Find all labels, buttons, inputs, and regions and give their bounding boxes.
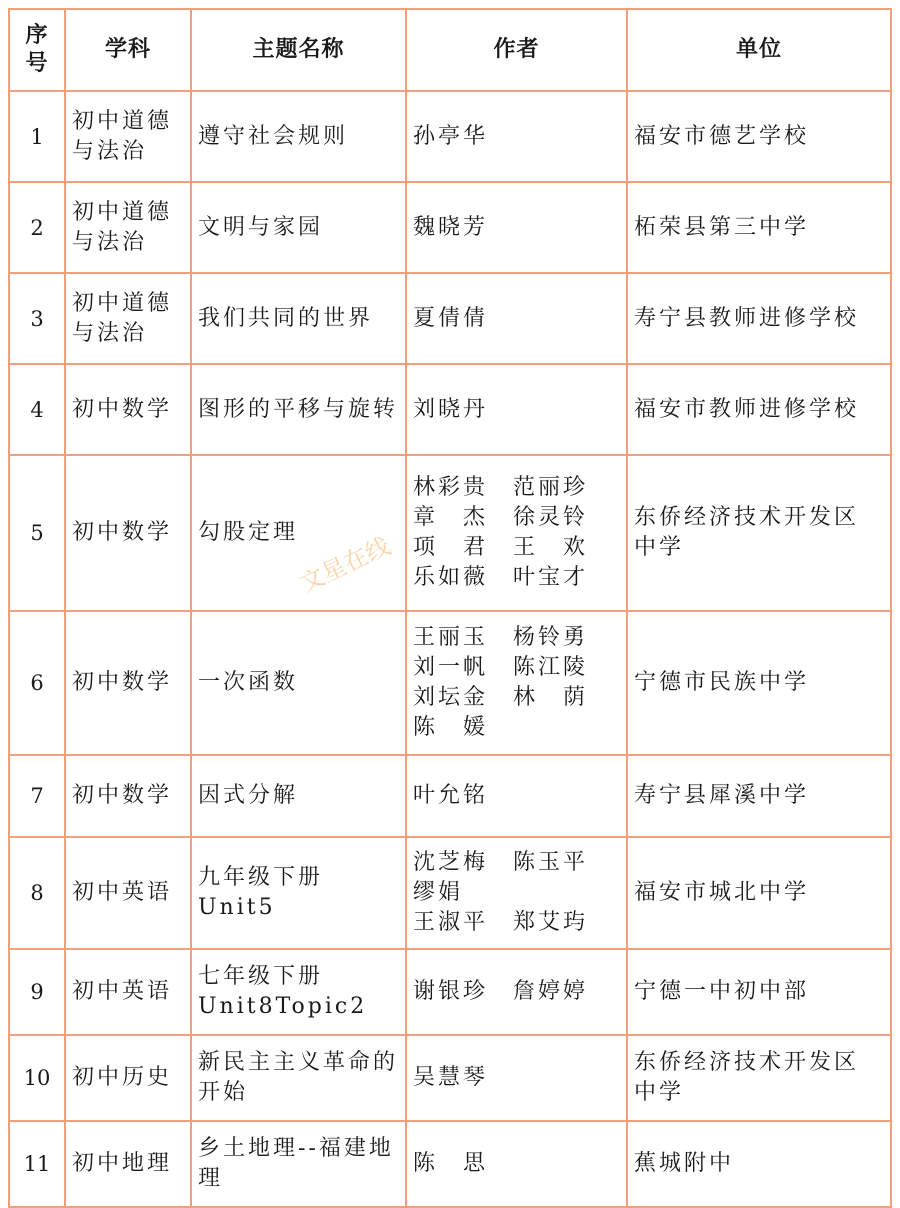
row-topic: 文明与家园 — [191, 182, 406, 273]
row-subject: 初中数学 — [65, 455, 191, 611]
row-number: 9 — [9, 949, 65, 1035]
row-unit: 蕉城附中 — [627, 1121, 891, 1207]
table-row — [9, 837, 891, 949]
row-topic: 因式分解 — [191, 755, 406, 837]
table-row — [9, 91, 891, 182]
row-subject: 初中道德 与法治 — [65, 273, 191, 364]
row-unit: 柘荣县第三中学 — [627, 182, 891, 273]
row-author: 吴慧琴 — [406, 1035, 627, 1121]
header-subject: 学科 — [65, 9, 191, 91]
row-author: 王丽玉 杨铃勇 刘一帆 陈江陵 刘坛金 林 荫 陈 媛 — [406, 611, 627, 755]
row-author: 夏倩倩 — [406, 273, 627, 364]
row-unit: 宁德一中初中部 — [627, 949, 891, 1035]
table-row — [9, 364, 891, 455]
row-number: 10 — [9, 1035, 65, 1121]
row-author: 魏晓芳 — [406, 182, 627, 273]
row-unit: 福安市教师进修学校 — [627, 364, 891, 455]
header-row — [9, 9, 891, 91]
row-author: 叶允铭 — [406, 755, 627, 837]
row-subject: 初中数学 — [65, 755, 191, 837]
row-number: 3 — [9, 273, 65, 364]
row-number: 11 — [9, 1121, 65, 1207]
row-subject: 初中道德 与法治 — [65, 182, 191, 273]
row-number: 2 — [9, 182, 65, 273]
row-topic: 九年级下册Unit5 — [191, 837, 406, 949]
table-row — [9, 455, 891, 611]
row-topic: 图形的平移与旋转 — [191, 364, 406, 455]
row-unit: 福安市城北中学 — [627, 837, 891, 949]
row-unit: 东侨经济技术开发区 中学 — [627, 455, 891, 611]
row-author: 沈芝梅 陈玉平 缪娟 王淑平 郑艾玙 — [406, 837, 627, 949]
row-author: 林彩贵 范丽珍 章 杰 徐灵铃 项 君 王 欢 乐如薇 叶宝才 — [406, 455, 627, 611]
row-author: 陈 思 — [406, 1121, 627, 1207]
row-subject: 初中英语 — [65, 837, 191, 949]
table-row — [9, 949, 891, 1035]
table-row — [9, 1121, 891, 1207]
row-subject: 初中历史 — [65, 1035, 191, 1121]
row-topic: 勾股定理 — [191, 455, 406, 611]
row-author: 刘晓丹 — [406, 364, 627, 455]
header-number: 序 号 — [9, 9, 65, 91]
table-row — [9, 1035, 891, 1121]
table-row — [9, 273, 891, 364]
table-row — [9, 755, 891, 837]
row-author: 谢银珍 詹婷婷 — [406, 949, 627, 1035]
row-unit: 东侨经济技术开发区 中学 — [627, 1035, 891, 1121]
row-topic: 遵守社会规则 — [191, 91, 406, 182]
row-topic: 新民主主义革命的 开始 — [191, 1035, 406, 1121]
row-unit: 宁德市民族中学 — [627, 611, 891, 755]
header-author: 作者 — [406, 9, 627, 91]
row-author: 孙亭华 — [406, 91, 627, 182]
row-number: 8 — [9, 837, 65, 949]
row-topic: 我们共同的世界 — [191, 273, 406, 364]
row-subject: 初中英语 — [65, 949, 191, 1035]
table-row — [9, 611, 891, 755]
table-row — [9, 182, 891, 273]
row-unit: 寿宁县教师进修学校 — [627, 273, 891, 364]
header-unit: 单位 — [627, 9, 891, 91]
award-list-table — [8, 8, 892, 1208]
row-topic: 一次函数 — [191, 611, 406, 755]
row-topic: 七年级下册 Unit8Topic2 — [191, 949, 406, 1035]
row-subject: 初中数学 — [65, 611, 191, 755]
row-number: 7 — [9, 755, 65, 837]
row-unit: 福安市德艺学校 — [627, 91, 891, 182]
row-number: 5 — [9, 455, 65, 611]
row-unit: 寿宁县犀溪中学 — [627, 755, 891, 837]
row-number: 6 — [9, 611, 65, 755]
row-subject: 初中数学 — [65, 364, 191, 455]
row-number: 1 — [9, 91, 65, 182]
row-subject: 初中道德 与法治 — [65, 91, 191, 182]
watermark-text: 文星在线 — [295, 531, 395, 598]
header-topic: 主题名称 — [191, 9, 406, 91]
row-number: 4 — [9, 364, 65, 455]
row-topic: 乡土地理--福建地 理 — [191, 1121, 406, 1207]
row-subject: 初中地理 — [65, 1121, 191, 1207]
